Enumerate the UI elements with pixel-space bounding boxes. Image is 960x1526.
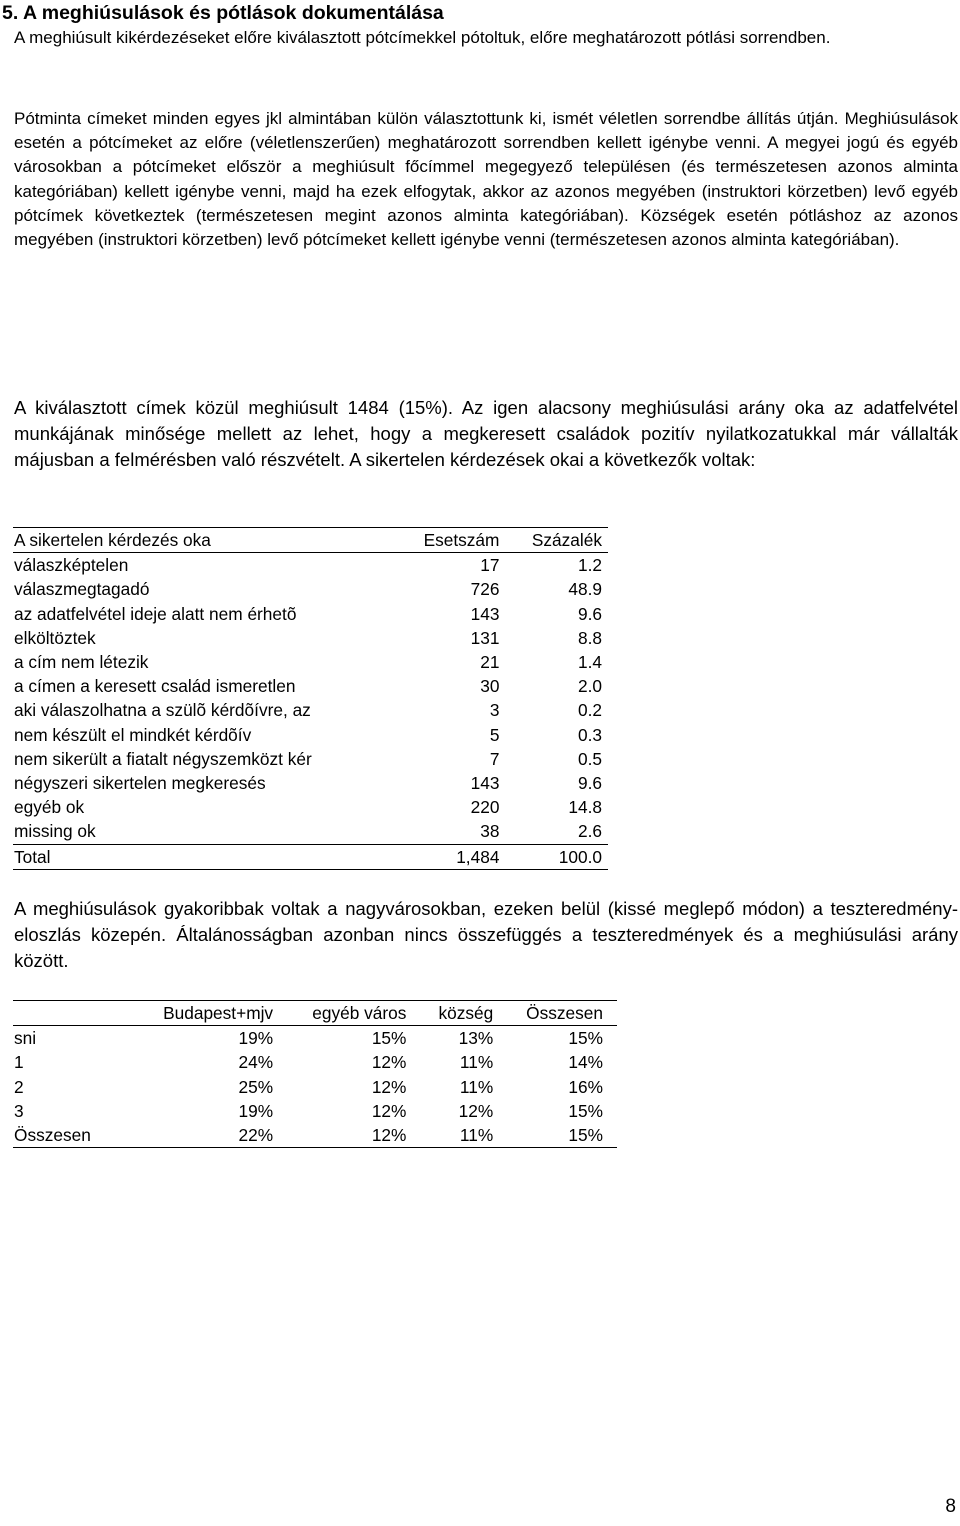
table-cell: 143 [470, 773, 500, 794]
table-row [13, 747, 608, 771]
table-cell: 1.2 [577, 555, 602, 576]
table-cell: 1,484 [456, 846, 500, 867]
column-header: egyéb város [312, 1003, 407, 1023]
column-header: A sikertelen kérdezés oka [14, 530, 211, 550]
table-cell: Total [14, 846, 51, 867]
table-cell: 30 [480, 676, 500, 697]
table-row [13, 602, 608, 626]
table-cell: 16% [568, 1076, 603, 1097]
table-row [13, 626, 608, 650]
table-cell: a cím nem létezik [14, 652, 149, 673]
table-cell: 3 [14, 1100, 24, 1121]
table-cell: 5 [489, 724, 500, 745]
table-cell: négyszeri sikertelen megkeresés [14, 773, 266, 794]
table-cell: 21 [480, 652, 500, 673]
table-row [13, 577, 608, 601]
table-cell: 12% [371, 1052, 407, 1073]
table-cell: 11% [459, 1125, 494, 1146]
table-row [13, 795, 608, 819]
table-cell: sni [14, 1028, 37, 1049]
table-row [13, 1075, 617, 1099]
table-cell: 48.9 [568, 579, 602, 600]
table-cell: 7 [489, 748, 500, 769]
table-cell: Összesen [14, 1125, 91, 1146]
table-cell: 22% [238, 1125, 274, 1146]
table-cell: 11% [459, 1052, 494, 1073]
table-cell: 220 [470, 797, 500, 818]
table-cell: 0.2 [577, 700, 602, 721]
table-row [13, 723, 608, 747]
page-number: 8 [945, 1496, 956, 1517]
table-cell: 9.6 [577, 603, 602, 624]
table-cell: 15% [568, 1028, 603, 1049]
table-cell: 38 [480, 821, 500, 842]
table-cell: aki válaszolhatna a szülõ kérdõívre, az [14, 700, 311, 721]
table-cell: 131 [470, 627, 500, 648]
table-cell: 19% [238, 1100, 274, 1121]
table-header-row [13, 1001, 617, 1026]
column-header: község [438, 1003, 494, 1023]
table-cell: 2.0 [577, 676, 602, 697]
paragraph-method: Pótminta címeket minden egyes jkl almintában külön választottunk ki, ismét véletlen sorrendbe állítás útján. Meghiúsulások esetén a pótcímeket az előre (véletlenszerűen) meghatározott sorrendben kellett igénybe venni. A megyei jogú és egyéb városokban a pótcímeket először a meghiúsult főcímmel megegyező településen (és természetesen azonos alminta kategóriában) kellett igénybe venni, majd ha ezek elfogytak, akkor az azonos megyében (instruktori körzetben) levő egyéb pótcímek következtek (természetesen megint azonos alminta kategóriában). Községek esetén pótláshoz az azonos megyében (instruktori körzetben) levő pótcímeket kellett igénybe venni (természetesen azonos alminta kategóriában). [14, 109, 958, 250]
paragraph-conclusion: A meghiúsulások gyakoribbak voltak a nagyvárosokban, ezeken belül (kissé meglepő módon) a teszteredmény-eloszlás közepén. Általánosságban azonban nincs összefüggés a teszteredmények és a meghiúsulási arány között. [14, 898, 958, 971]
table-row [13, 819, 608, 844]
table-cell: 12% [458, 1100, 494, 1121]
column-header: Százalék [531, 530, 602, 550]
table-cell: 9.6 [577, 773, 602, 794]
table-cell: 1.4 [577, 652, 602, 673]
table-cell: elköltöztek [14, 627, 96, 648]
table-row [13, 674, 608, 698]
table-cell: 11% [459, 1076, 494, 1097]
table-row [13, 1050, 617, 1074]
table-cell: 8.8 [577, 627, 602, 648]
table-cell: 14% [568, 1052, 603, 1073]
table-cell: 15% [568, 1125, 603, 1146]
table-cell: 17 [480, 555, 500, 576]
table-row [13, 1026, 617, 1051]
table-cell: 2.6 [577, 821, 602, 842]
table-cell: 2 [14, 1076, 24, 1097]
table-cell: 12% [371, 1125, 407, 1146]
table-cell: nem készült el mindkét kérdõív [14, 724, 252, 745]
table-cell: nem sikerült a fiatalt négyszemközt kér [14, 748, 312, 769]
table-row [13, 650, 608, 674]
table-cell: 143 [470, 603, 500, 624]
table-cell: a címen a keresett család ismeretlen [14, 676, 296, 697]
paragraph-intro: A meghiúsult kikérdezéseket előre kiválasztott pótcímekkel pótoltuk, előre meghatározott pótlási sorrendben. [14, 28, 831, 47]
failure-reasons-table [13, 527, 608, 870]
column-header: Összesen [526, 1003, 603, 1023]
table-cell: missing ok [14, 821, 96, 842]
table-row [13, 771, 608, 795]
column-header: Esetszám [423, 530, 500, 550]
table-cell: 19% [238, 1028, 274, 1049]
table-cell: 24% [238, 1052, 274, 1073]
table-cell: 15% [371, 1028, 407, 1049]
table-cell: 3 [489, 700, 500, 721]
table-header-row [13, 528, 608, 553]
table-cell: 14.8 [568, 797, 602, 818]
column-header: Budapest+mjv [163, 1003, 274, 1023]
table-cell: válaszképtelen [14, 555, 129, 576]
table-cell: válaszmegtagadó [14, 579, 150, 600]
table-cell: 1 [14, 1052, 24, 1073]
table-cell: 726 [470, 579, 500, 600]
table-cell: 12% [371, 1076, 407, 1097]
table-cell: 0.3 [577, 724, 602, 745]
table-cell: 0.5 [577, 748, 602, 769]
table-cell: 25% [238, 1076, 274, 1097]
table-row [13, 698, 608, 722]
failure-rate-by-settlement-table [13, 1000, 617, 1148]
table-row [13, 553, 608, 578]
table-cell: 15% [568, 1100, 603, 1121]
table-cell: 100.0 [558, 846, 602, 867]
paragraph-failure-summary: A kiválasztott címek közül meghiúsult 1484 (15%). Az igen alacsony meghiúsulási arány oka az adatfelvétel munkájának minősége mellett az lehet, hogy a megkeresett családok pozitív nyilatkozatukkal már vállalták májusban a felmérésben való részvételt. A sikertelen kérdezések okai a következők voltak: [14, 397, 958, 470]
section-heading: 5. A meghiúsulások és pótlások dokumentálása [2, 2, 444, 24]
table-cell: egyéb ok [14, 797, 85, 818]
table-cell: 12% [371, 1100, 407, 1121]
table-total-row [13, 844, 608, 869]
column-header [13, 1001, 129, 1026]
table-row [13, 1099, 617, 1123]
table-row [13, 1123, 617, 1148]
table-cell: 13% [458, 1028, 494, 1049]
table-cell: az adatfelvétel ideje alatt nem érhetõ [14, 603, 297, 624]
